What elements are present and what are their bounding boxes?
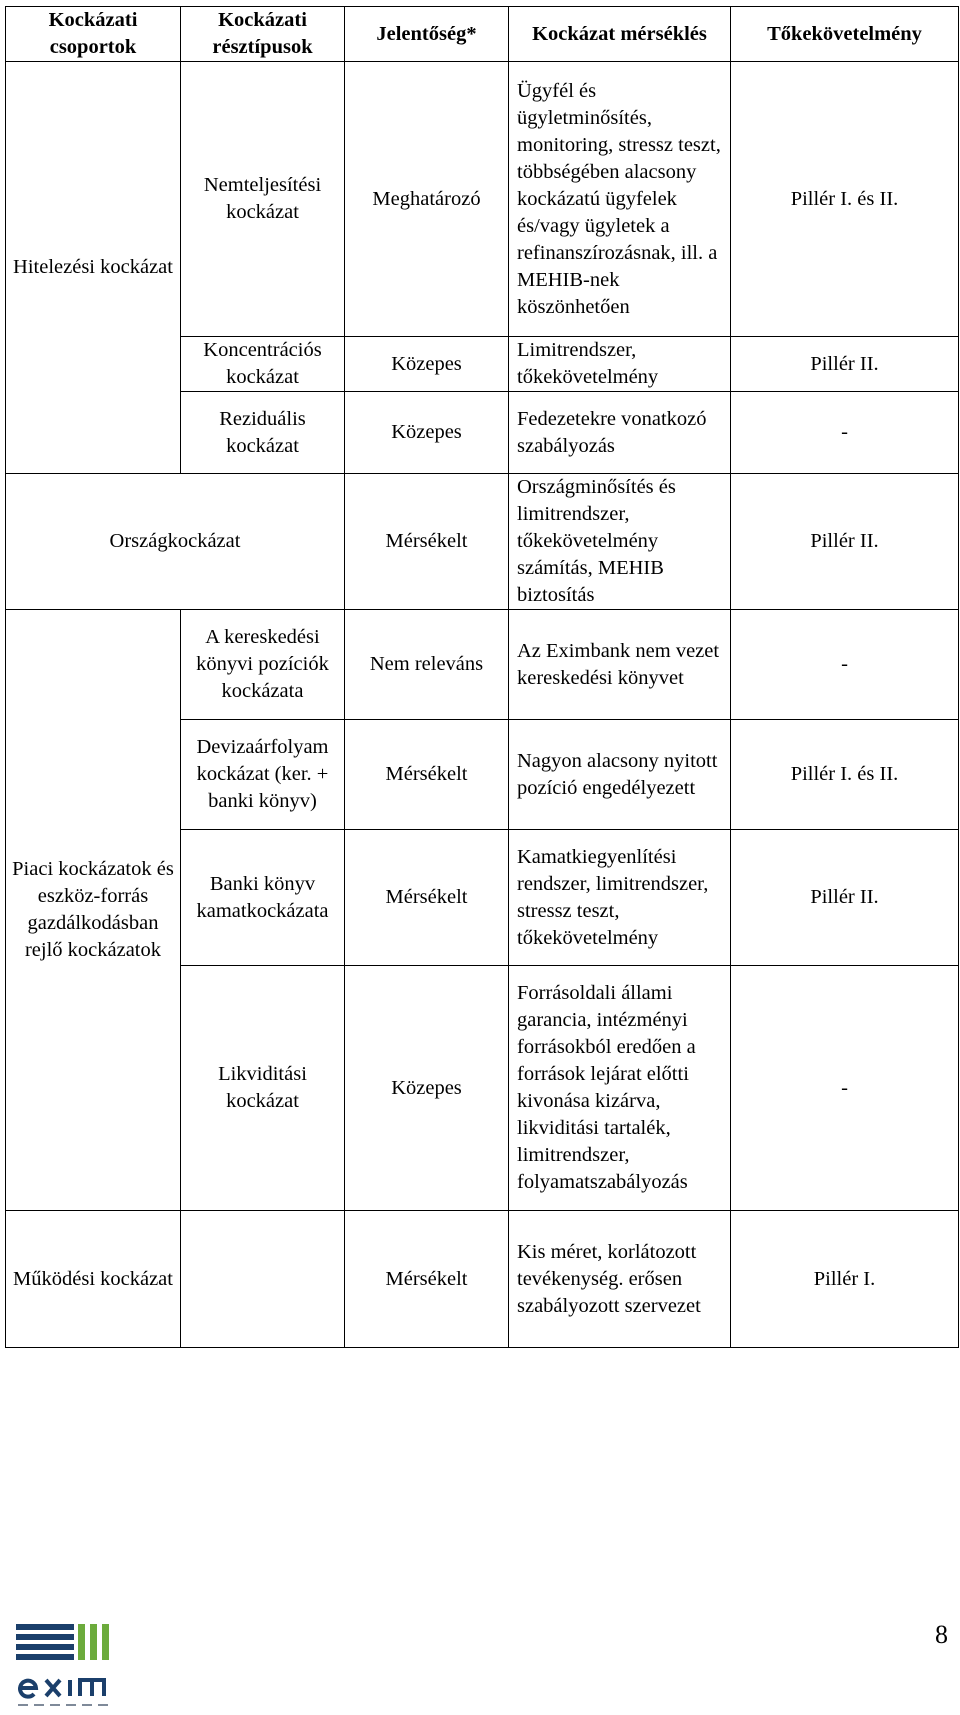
logo-bar	[90, 1624, 97, 1660]
mitigation-cell: Limitrendszer, tőkekövetelmény	[509, 337, 731, 392]
capital-cell: -	[731, 966, 959, 1211]
subtype-cell: A kereskedési könyvi pozíciók kockázata	[181, 610, 345, 720]
header-row	[6, 7, 959, 62]
logo-stripe	[16, 1634, 74, 1640]
logo-tagline-mark	[98, 1704, 108, 1706]
mitigation-cell: Forrásoldali állami garancia, intézményi forrásokból eredően a források lejárat előtti kivonása kizárva, likviditási tartalék, limitrendszer, folyamatszabályozás	[509, 966, 731, 1211]
mitigation-cell: Kis méret, korlátozott tevékenység. erősen szabályozott szervezet	[509, 1211, 731, 1348]
capital-cell: Pillér II.	[731, 337, 959, 392]
significance-cell: Nem releváns	[345, 610, 509, 720]
logo-tagline-mark	[82, 1704, 92, 1706]
mitigation-cell: Kamatkiegyenlítési rendszer, limitrendszer, stressz teszt, tőkekövetelmény	[509, 830, 731, 966]
capital-cell: -	[731, 392, 959, 474]
capital-cell: Pillér II.	[731, 830, 959, 966]
subtype-cell: Koncentrációs kockázat	[181, 337, 345, 392]
significance-cell: Mérsékelt	[345, 720, 509, 830]
capital-cell: Pillér I. és II.	[731, 62, 959, 337]
logo-tagline-mark	[66, 1704, 76, 1706]
subtype-cell: Likviditási kockázat	[181, 966, 345, 1211]
logo-tagline-mark	[34, 1704, 44, 1706]
table-row	[6, 610, 959, 720]
logo-bar	[78, 1624, 85, 1660]
header-capital: Tőkekövetelmény	[731, 7, 959, 62]
significance-cell: Közepes	[345, 966, 509, 1211]
significance-cell: Mérsékelt	[345, 830, 509, 966]
subtype-cell: Devizaárfolyam kockázat (ker. + banki könyv)	[181, 720, 345, 830]
subtype-cell: Reziduális kockázat	[181, 392, 345, 474]
group-credit: Hitelezési kockázat	[6, 62, 181, 474]
table-row	[6, 1211, 959, 1348]
page-number: 8	[935, 1620, 948, 1649]
subtype-cell: Országkockázat	[6, 474, 345, 610]
logo-stripe	[16, 1654, 74, 1660]
mitigation-cell: Az Eximbank nem vezet kereskedési könyvet	[509, 610, 731, 720]
header-group: Kockázati csoportok	[6, 7, 181, 62]
logo-tagline-mark	[18, 1704, 28, 1706]
significance-cell: Közepes	[345, 392, 509, 474]
header-subtype: Kockázati résztípusok	[181, 7, 345, 62]
logo-bars	[16, 1624, 109, 1660]
table-row	[6, 474, 959, 610]
risk-table	[5, 6, 959, 1348]
subtype-cell: Banki könyv kamatkockázata	[181, 830, 345, 966]
subtype-cell	[181, 1211, 345, 1348]
capital-cell: -	[731, 610, 959, 720]
logo-wordmark	[20, 1680, 104, 1697]
significance-cell: Mérsékelt	[345, 474, 509, 610]
mitigation-cell: Nagyon alacsony nyitott pozíció engedélyezett	[509, 720, 731, 830]
capital-cell: Pillér II.	[731, 474, 959, 610]
mitigation-cell: Ügyfél és ügyletminősítés, monitoring, stressz teszt, többségében alacsony kockázatú ügyfelek és/vagy ügyletek a refinanszírozásnak, ill. a MEHIB-nek köszönhetően	[509, 62, 731, 337]
significance-cell: Meghatározó	[345, 62, 509, 337]
subtype-cell: Nemteljesítési kockázat	[181, 62, 345, 337]
group-operational: Működési kockázat	[6, 1211, 181, 1348]
significance-cell: Mérsékelt	[345, 1211, 509, 1348]
mitigation-cell: Országminősítés és limitrendszer, tőkekövetelmény számítás, MEHIB biztosítás	[509, 474, 731, 610]
header-significance: Jelentőség*	[345, 7, 509, 62]
logo-stripe	[16, 1644, 74, 1650]
logo-tagline	[18, 1704, 108, 1706]
mitigation-cell: Fedezetekre vonatkozó szabályozás	[509, 392, 731, 474]
logo-stripe	[16, 1624, 74, 1630]
capital-cell: Pillér I.	[731, 1211, 959, 1348]
capital-cell: Pillér I. és II.	[731, 720, 959, 830]
logo-bar	[102, 1624, 109, 1660]
table-row	[6, 62, 959, 337]
header-mitigation: Kockázat mérséklés	[509, 7, 731, 62]
exim-logo	[14, 1620, 116, 1710]
significance-cell: Közepes	[345, 337, 509, 392]
logo-tagline-mark	[50, 1704, 60, 1706]
group-market: Piaci kockázatok és eszköz-forrás gazdálkodásban rejlő kockázatok	[6, 610, 181, 1211]
